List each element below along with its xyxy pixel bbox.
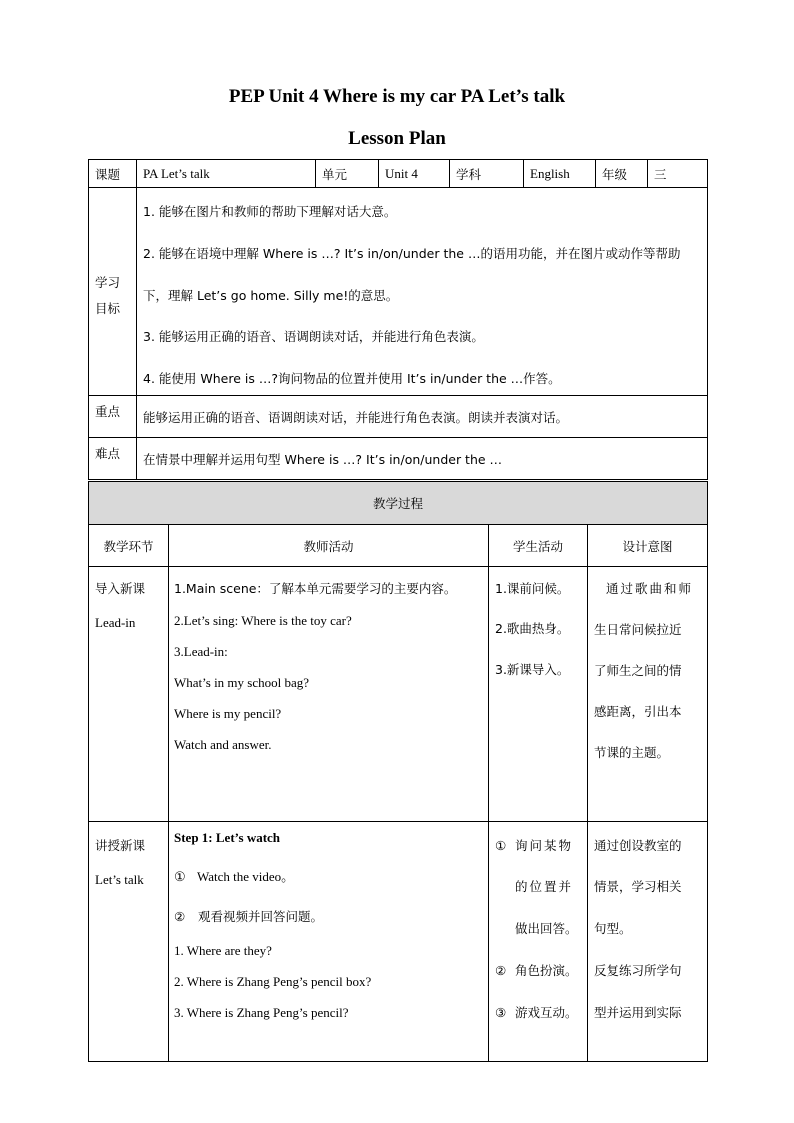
- student-line: 3.新课导入。: [495, 662, 570, 677]
- difficulty-label: 难点: [89, 438, 137, 480]
- teacher-activity-talk: [169, 822, 489, 1062]
- circled-three-icon: ③: [495, 1005, 507, 1020]
- process-table: [88, 481, 708, 1062]
- teacher-line: ② 观看视频并回答问题。: [174, 909, 323, 924]
- stage-name-cn: 讲授新课: [95, 838, 146, 853]
- objectives-list: [137, 188, 708, 396]
- teacher-line: 1.Main scene：了解本单元需要学习的主要内容。: [174, 581, 457, 596]
- student-line: 1.课前问候。: [495, 581, 570, 596]
- intent-line: 情景，学习相关: [594, 879, 682, 894]
- student-line: ① 询问某物: [495, 838, 574, 853]
- unit-value: Unit 4: [379, 160, 450, 188]
- grade-label: 年级: [596, 160, 648, 188]
- step-title: Step 1: Let’s watch: [174, 830, 281, 845]
- intent-line: 型并运用到实际: [594, 1005, 682, 1020]
- teacher-activity-leadin: [169, 567, 489, 822]
- intent-line: 生日常问候拉近: [594, 622, 682, 637]
- teacher-line: What’s in my school bag?: [174, 675, 310, 690]
- design-intent-talk: [588, 822, 708, 1062]
- intent-line: 反复练习所学句: [594, 963, 682, 978]
- student-line: ③ 游戏互动。: [495, 1005, 578, 1020]
- objectives-label: 学习 目标: [89, 188, 137, 396]
- intent-line: 节课的主题。: [594, 745, 670, 760]
- difficulty-text: 在情景中理解并运用句型 Where is …? It’s in/on/under the …: [137, 438, 708, 480]
- teacher-line: 3.Lead-in:: [174, 644, 228, 659]
- col-header-student: 学生活动: [489, 525, 588, 567]
- key-point-text: 能够运用正确的语音、语调朗读对话，并能进行角色表演。朗读并表演对话。: [137, 396, 708, 438]
- circled-two-icon: ②: [495, 963, 507, 978]
- stage-leadin: [89, 567, 169, 822]
- subject-label: 学科: [450, 160, 524, 188]
- col-header-intent: 设计意图: [588, 525, 708, 567]
- student-activity-talk: [489, 822, 588, 1062]
- teacher-line: ① Watch the video。: [174, 869, 295, 884]
- objective-item: 1. 能够在图片和教师的帮助下理解对话大意。: [143, 204, 397, 219]
- circled-two-icon: ②: [174, 909, 186, 924]
- document-title: PEP Unit 4 Where is my car PA Let’s talk: [228, 86, 566, 107]
- intent-line: 了师生之间的情: [594, 663, 682, 678]
- stage-name-en: Lead-in: [95, 615, 136, 630]
- topic-value: PA Let’s talk: [137, 160, 316, 188]
- circled-one-icon: ①: [495, 838, 507, 853]
- student-activity-leadin: [489, 567, 588, 822]
- grade-value: 三: [648, 160, 708, 188]
- design-intent-leadin: [588, 567, 708, 822]
- unit-label: 单元: [316, 160, 379, 188]
- question-line: 3. Where is Zhang Peng’s pencil?: [174, 1005, 349, 1020]
- intent-line: 通过歌曲和师: [606, 581, 694, 596]
- stage-talk: [89, 822, 169, 1062]
- stage-name-cn: 导入新课: [95, 581, 146, 596]
- topic-label: 课题: [89, 160, 137, 188]
- info-table: [88, 159, 708, 480]
- objective-item: 3. 能够运用正确的语音、语调朗读对话，并能进行角色表演。: [143, 329, 484, 344]
- circled-one-icon: ①: [174, 869, 186, 884]
- student-line: 的位置并: [515, 879, 574, 894]
- intent-line: 句型。: [594, 921, 632, 936]
- intent-line: 感距离，引出本: [594, 704, 682, 719]
- teacher-line: Watch and answer.: [174, 737, 272, 752]
- student-line: ② 角色扮演。: [495, 963, 578, 978]
- col-header-teacher: 教师活动: [169, 525, 489, 567]
- intent-line: 通过创设教室的: [594, 838, 682, 853]
- objective-item: 4. 能使用 Where is …?询问物品的位置并使用 It’s in/under the …作答。: [143, 371, 561, 386]
- student-line: 2.歌曲热身。: [495, 621, 570, 636]
- key-point-label: 重点: [89, 396, 137, 438]
- document-subtitle: Lesson Plan: [348, 128, 446, 149]
- student-line: 做出回答。: [515, 921, 578, 936]
- objective-item: 2. 能够在语境中理解 Where is …? It’s in/on/under the …的语用功能，并在图片或动作等帮助: [143, 246, 681, 261]
- teacher-line: 2.Let’s sing: Where is the toy car?: [174, 613, 352, 628]
- col-header-stage: 教学环节: [89, 525, 169, 567]
- teacher-line: Where is my pencil?: [174, 706, 282, 721]
- stage-name-en: Let’s talk: [95, 872, 144, 887]
- subject-value: English: [524, 160, 596, 188]
- question-line: 1. Where are they?: [174, 943, 272, 958]
- objective-item: 下，理解 Let’s go home. Silly me!的意思。: [143, 288, 399, 303]
- question-line: 2. Where is Zhang Peng’s pencil box?: [174, 974, 372, 989]
- process-header: 教学过程: [89, 482, 708, 525]
